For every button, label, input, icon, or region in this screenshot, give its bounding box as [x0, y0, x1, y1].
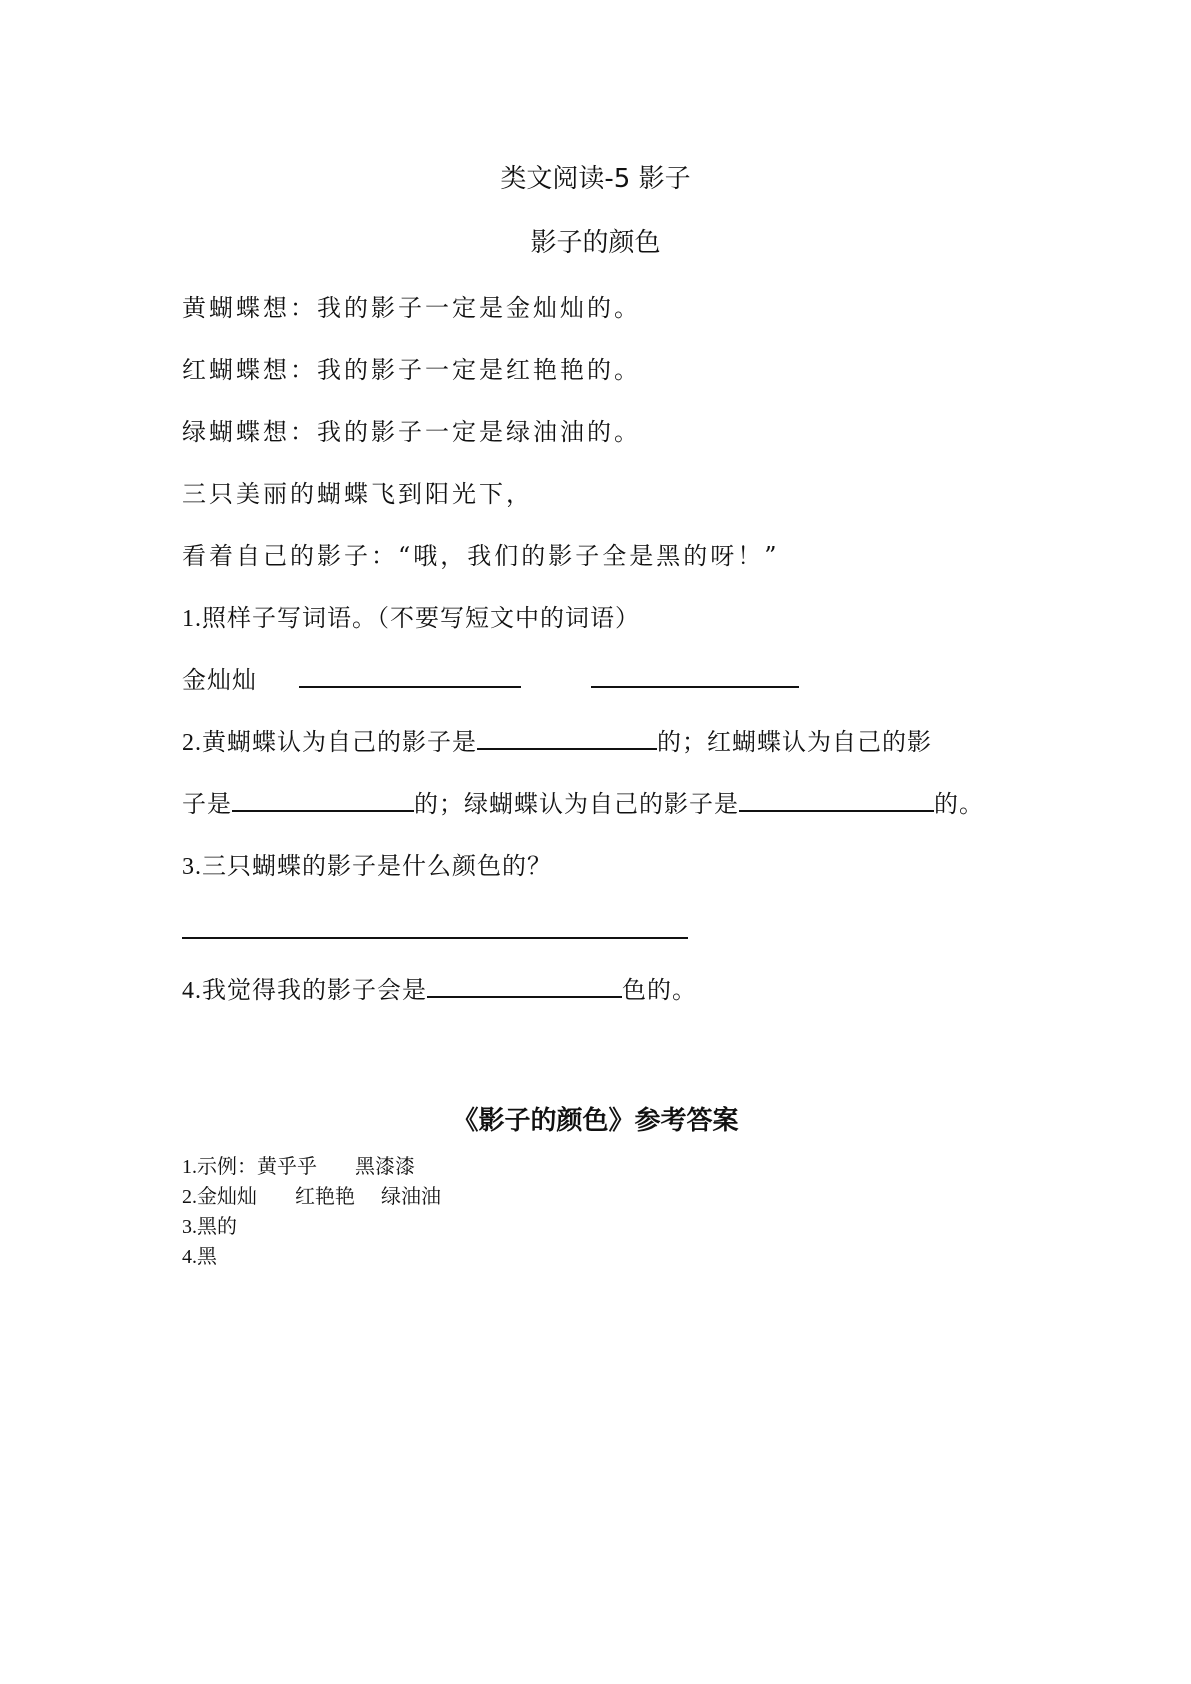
answer-key-title: 《影子的颜色》参考答案: [452, 1106, 739, 1136]
question-1-prompt: 1.照样子写词语。（不要写短文中的词语）: [182, 606, 640, 632]
question-2-blank-green[interactable]: [739, 809, 934, 812]
question-1-blank-1[interactable]: [299, 685, 521, 688]
question-1-blank-2[interactable]: [591, 685, 799, 688]
question-3-answer-line[interactable]: [182, 937, 688, 939]
question-4-text-b: 色的。: [622, 978, 697, 1004]
answer-2-word-3: 绿油油: [381, 1186, 441, 1208]
question-4-line: [182, 970, 697, 1005]
question-2-text-e: 的。: [934, 792, 984, 818]
question-3-prompt: 3.三只蝴蝶的影子是什么颜色的？: [182, 854, 552, 880]
answer-2-text: 2.金灿灿: [182, 1186, 257, 1208]
answer-4: 4.黑: [182, 1246, 217, 1268]
question-4-blank[interactable]: [427, 995, 622, 998]
page-title: 类文阅读-5 影子: [500, 164, 691, 194]
poem-line-4: 三只美丽的蝴蝶飞到阳光下，: [182, 480, 533, 508]
answer-1: [182, 1150, 415, 1179]
question-2-text-c: 子是: [182, 792, 232, 818]
question-2-blank-red[interactable]: [232, 809, 414, 812]
poem-line-3: 绿蝴蝶想：我的影子一定是绿油油的。: [182, 418, 641, 446]
question-4-text-a: 4.我觉得我的影子会是: [182, 978, 427, 1004]
question-2-blank-yellow[interactable]: [477, 747, 657, 750]
question-2-line-1: [182, 722, 932, 757]
answer-2-word-2: 红艳艳: [295, 1186, 355, 1208]
question-2-line-2: [182, 784, 984, 819]
question-2-text-d: 的；绿蝴蝶认为自己的影子是: [414, 792, 739, 818]
answer-1-extra: 黑漆漆: [355, 1156, 415, 1178]
question-2-text-b: 的；红蝴蝶认为自己的影: [657, 730, 932, 756]
poem-line-5: 看着自己的影子：“哦，我们的影子全是黑的呀！”: [182, 542, 780, 570]
poem-line-1: 黄蝴蝶想：我的影子一定是金灿灿的。: [182, 294, 641, 322]
question-2-text-a: 2.黄蝴蝶认为自己的影子是: [182, 730, 477, 756]
answer-3: 3.黑的: [182, 1216, 237, 1238]
question-1-example: 金灿灿: [182, 668, 257, 694]
poem-line-2: 红蝴蝶想：我的影子一定是红艳艳的。: [182, 356, 641, 384]
answer-2: [182, 1180, 441, 1209]
answer-1-text: 1.示例：黄乎乎: [182, 1156, 317, 1178]
question-1-answer-row: [182, 660, 799, 695]
passage-title: 影子的颜色: [530, 228, 661, 258]
